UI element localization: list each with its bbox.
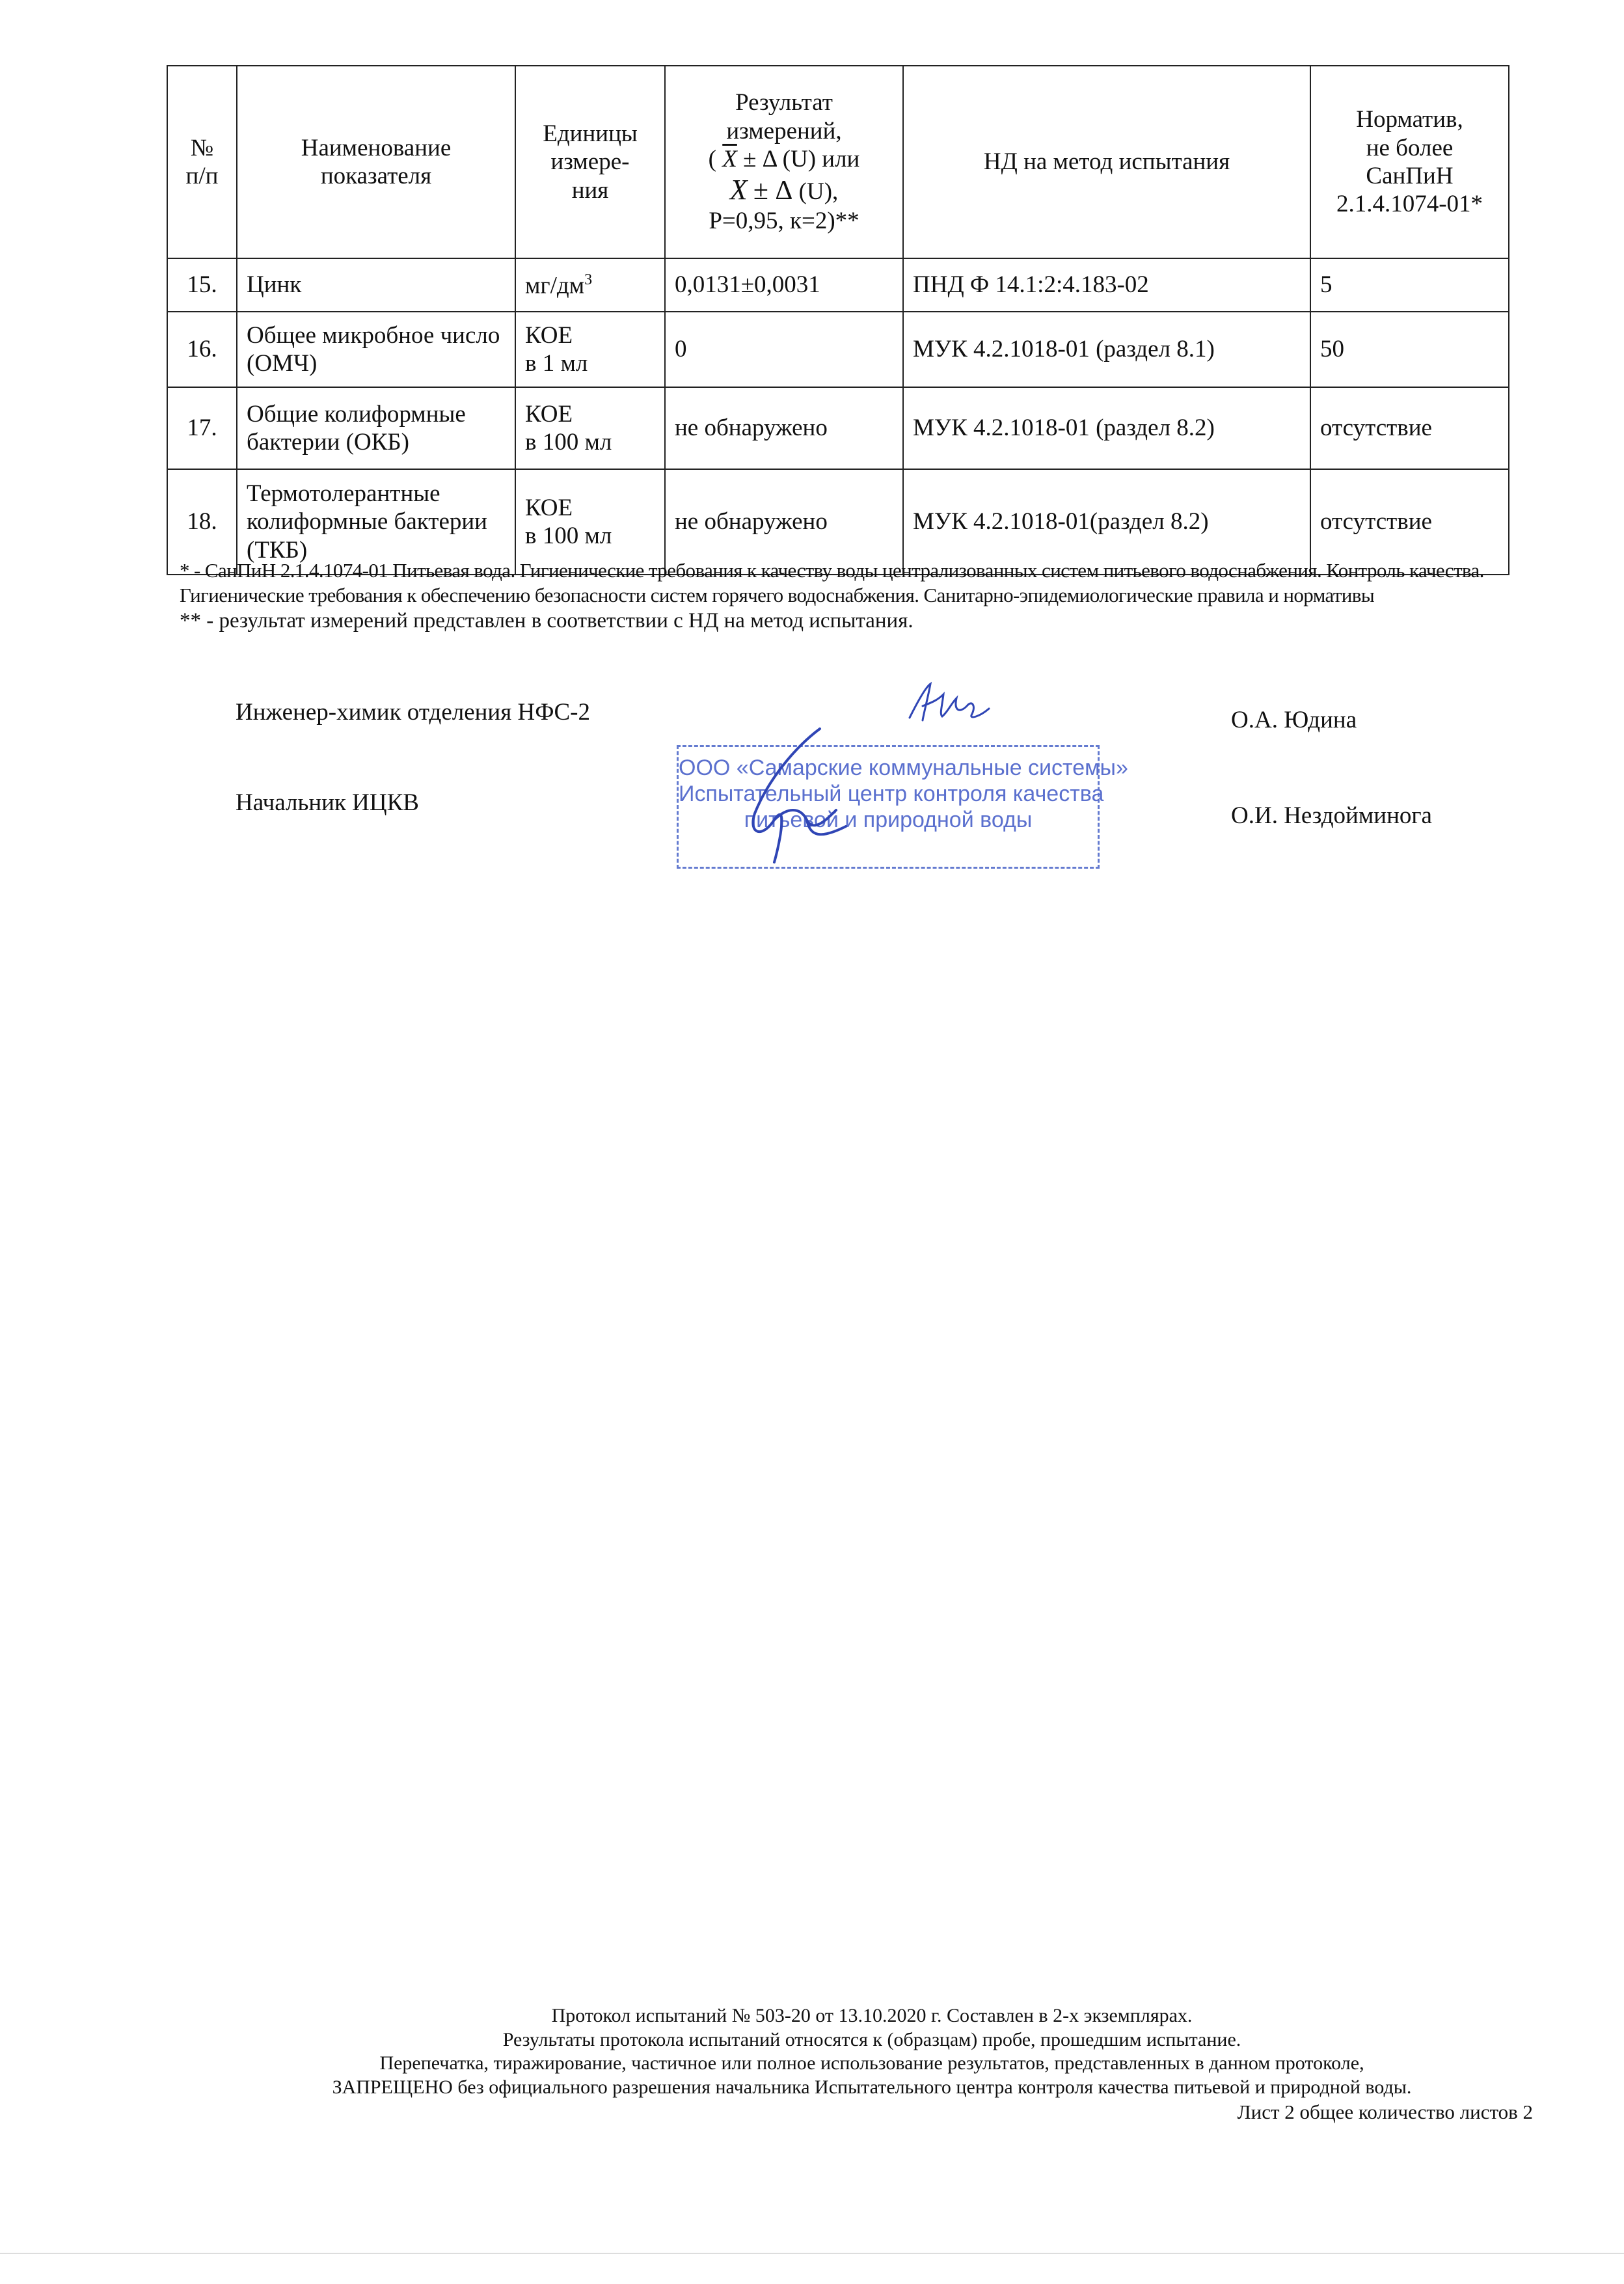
unit-cell: КОЕ в 100 мл bbox=[515, 387, 665, 469]
signer-name-head: О.И. Нездойминога bbox=[1231, 802, 1432, 829]
table-row: 17. Общие колиформные бактерии (ОКБ) КОЕ в 100 мл не обнаружено МУК 4.2.1018-01 (раздел 8.2) отсутствие bbox=[167, 387, 1509, 469]
header-standard: Норматив, не более СанПиН 2.1.4.1074-01* bbox=[1310, 66, 1509, 258]
footnote-sanpin: * - СанПиН 2.1.4.1074-01 Питьевая вода. Гигиенические требования к качеству воды централизованных систем питьевого водоснабжения. Контроль качества. bbox=[180, 559, 1484, 582]
table-row: 18. Термотолерантные колиформные бактерии (ТКБ) КОЕ в 100 мл не обнаружено МУК 4.2.1018-01(раздел 8.2) отсутствие bbox=[167, 469, 1509, 575]
table-header-row bbox=[167, 66, 1509, 258]
signature-head bbox=[729, 722, 859, 872]
signer-role-engineer: Инженер-химик отделения НФС-2 bbox=[236, 699, 590, 726]
organization-stamp: ООО «Самарские коммунальные системы» Испытательный центр контроля качества питьевой и природной воды bbox=[677, 745, 1100, 869]
results-table bbox=[167, 65, 1509, 575]
sheet-number: Лист 2 общее количество листов 2 bbox=[1237, 2100, 1533, 2123]
unit-cell: КОЕ в 1 мл bbox=[515, 312, 665, 387]
result-formula-line-2: X ± Δ (U), bbox=[729, 174, 839, 206]
header-indicator-name: Наименование показателя bbox=[237, 66, 515, 258]
header-result: Результат измерений, ( $\overline{X} \pm \Delta$ (U) или X ± Δ (U), P=0,95, к=2)** bbox=[665, 66, 903, 258]
document-footer: Протокол испытаний № 503-20 от 13.10.2020 г. Составлен в 2-х экземплярах. Результаты протокола испытаний относятся к (образцам) пробе, прошедшим испытание. Перепечатка, тиражирование, частичное или полное использование результатов, представленных в данном протоколе, ЗАПРЕЩЕНО без официального разрешения начальника Испытательного центра контроля качества питьевой и природной воды. bbox=[332, 2005, 1412, 2098]
scan-edge-divider bbox=[0, 2253, 1624, 2254]
footnote-sanpin-continued: Гигиенические требования к обеспечению безопасности систем горячего водоснабжения. Санитарно-эпидемиологические правила и нормативы bbox=[180, 583, 1375, 606]
result-formula-line-1: ( $\overline{X} \pm \Delta$ (U) или bbox=[708, 145, 860, 172]
signer-role-head: Начальник ИЦКВ bbox=[236, 789, 419, 816]
table-row: 16. Общее микробное число (ОМЧ) КОЕ в 1 мл 0 МУК 4.2.1018-01 (раздел 8.1) 50 bbox=[167, 312, 1509, 387]
table-row: 15. Цинк $мг/дм^3$ 0,0131±0,0031 ПНД Ф 14.1:2:4.183-02 5 bbox=[167, 258, 1509, 312]
footnotes bbox=[180, 558, 1533, 634]
unit-cell: $мг/дм^3$ bbox=[515, 258, 665, 312]
header-units: Единицы измере- ния bbox=[515, 66, 665, 258]
unit-cell: КОЕ в 100 мл bbox=[515, 469, 665, 575]
signer-name-engineer: О.А. Юдина bbox=[1231, 707, 1357, 733]
header-test-method: НД на метод испытания bbox=[903, 66, 1310, 258]
footnote-result-note: ** - результат измерений представлен в соответствии с НД на метод испытания. bbox=[180, 608, 914, 632]
header-number: № п/п bbox=[167, 66, 237, 258]
signature-engineer bbox=[904, 680, 995, 732]
